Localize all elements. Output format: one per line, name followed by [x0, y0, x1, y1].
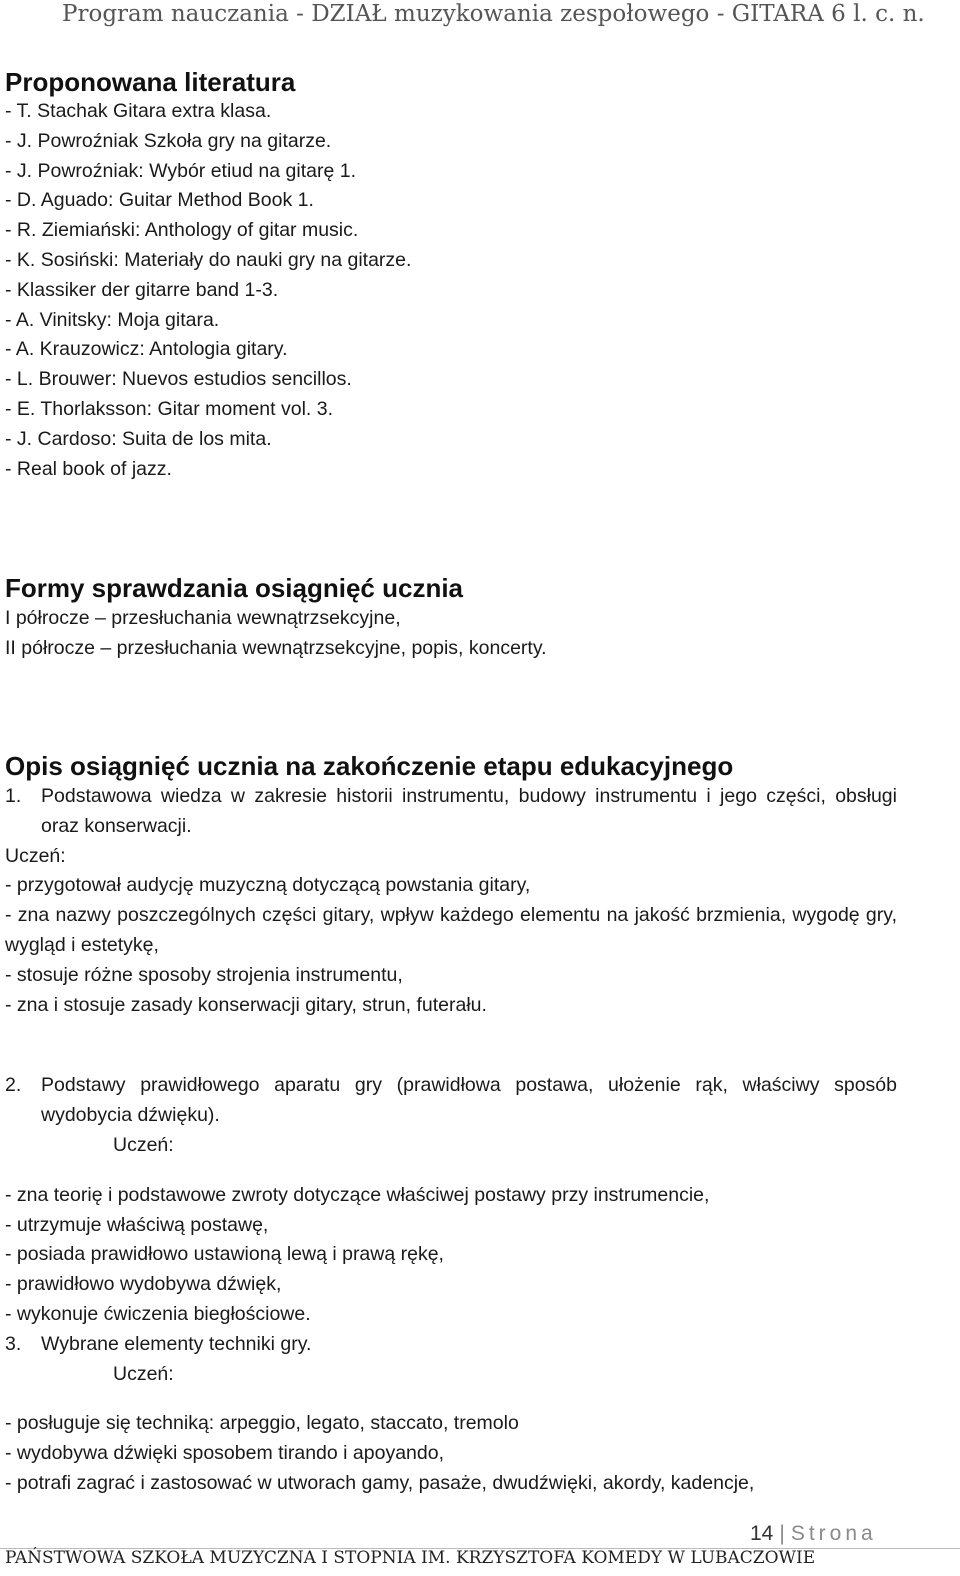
literature-item: - J. Powroźniak Szkoła gry na gitarze. [5, 129, 332, 152]
school-name-footer: PAŃSTWOWA SZKOŁA MUZYCZNA I STOPNIA IM. KRZYSZTOFA KOMEDY W LUBACZOWIE [5, 1548, 816, 1568]
page-separator: | [779, 1522, 785, 1545]
literature-item: - D. Aguado: Guitar Method Book 1. [5, 189, 314, 212]
literature-item: - R. Ziemiański: Anthology of gitar music. [5, 219, 359, 242]
section-text: Podstawy prawidłowego aparatu gry (prawidłowa postawa, ułożenie rąk, właściwy sposób wydobycia dźwięku). [41, 1074, 897, 1127]
achievement-item: - posługuje się techniką: arpeggio, legato, staccato, tremolo [5, 1412, 519, 1435]
literature-list [5, 97, 897, 484]
literature-item: - J. Powroźniak: Wybór etiud na gitarę 1. [5, 159, 356, 182]
assessment-line: I półrocze – przesłuchania wewnątrzsekcyjne, [5, 607, 401, 630]
section-number: 2. [5, 1074, 22, 1097]
achievement-item: - prawidłowo wydobywa dźwięk, [5, 1273, 282, 1296]
achievement-item: - wydobywa dźwięki sposobem tirando i apoyando, [5, 1442, 444, 1465]
achievement-item: - zna teorię i podstawowe zwroty dotyczące właściwej postawy przy instrumencie, [5, 1183, 710, 1206]
achievement-item: - zna nazwy poszczególnych części gitary, wpływ każdego elementu na jakość brzmienia, wygodę gry, wygląd i estetykę, [5, 904, 897, 956]
literature-item: - A. Krauzowicz: Antologia gitary. [5, 338, 288, 361]
literature-item: - E. Thorlaksson: Gitar moment vol. 3. [5, 397, 334, 420]
achievements-heading: Opis osiągnięć ucznia na zakończenie etapu edukacyjnego [5, 750, 734, 781]
achievement-item: - zna i stosuje zasady konserwacji gitary, strun, futerału. [5, 993, 487, 1016]
uczen-label: Uczeń: [113, 1133, 174, 1156]
section-1 [5, 782, 897, 842]
literature-item: - K. Sosiński: Materiały do nauki gry na gitarze. [5, 248, 412, 271]
achievement-item: - potrafi zagrać i zastosować w utworach gamy, pasaże, dwudźwięki, akordy, kadencje, [5, 1471, 755, 1494]
literature-item: - J. Cardoso: Suita de los mita. [5, 427, 272, 450]
uczen-label: Uczeń: [113, 1362, 174, 1385]
literature-item: - Real book of jazz. [5, 457, 172, 480]
section-text: Wybrane elementy techniki gry. [41, 1332, 312, 1355]
literature-item: - T. Stachak Gitara extra klasa. [5, 100, 272, 122]
assessment-line: II półrocze – przesłuchania wewnątrzsekcyjne, popis, koncerty. [5, 637, 547, 660]
achievement-item: - utrzymuje właściwą postawę, [5, 1213, 269, 1236]
uczen-label: Uczeń: [5, 844, 66, 867]
page-number-footer [750, 1522, 877, 1546]
section-2 [5, 1071, 897, 1131]
literature-item: - Klassiker der gitarre band 1-3. [5, 278, 279, 301]
achievement-item: - stosuje różne sposoby strojenia instrumentu, [5, 963, 403, 986]
section-3 [5, 1330, 897, 1360]
section-number: 1. [5, 784, 22, 807]
assessment-heading: Formy sprawdzania osiągnięć ucznia [5, 573, 464, 604]
document-body [5, 66, 897, 1499]
page-header: Program nauczania - DZIAŁ muzykowania zespołowego - GITARA 6 l. c. n. [62, 1, 925, 27]
section-number: 3. [5, 1332, 22, 1355]
achievement-item: - posiada prawidłowo ustawioną lewą i prawą rękę, [5, 1243, 444, 1266]
literature-heading: Proponowana literatura [5, 67, 296, 97]
section-text: Podstawowa wiedza w zakresie historii instrumentu, budowy instrumentu i jego części, obsługi oraz konserwacji. [41, 784, 897, 837]
achievement-item: - wykonuje ćwiczenia biegłościowe. [5, 1302, 311, 1325]
literature-item: - L. Brouwer: Nuevos estudios sencillos. [5, 368, 352, 391]
achievement-item: - przygotował audycję muzyczną dotyczącą powstania gitary, [5, 874, 531, 897]
literature-item: - A. Vinitsky: Moja gitara. [5, 308, 220, 331]
page-word: Strona [790, 1522, 877, 1545]
page-number: 14 [750, 1522, 774, 1545]
